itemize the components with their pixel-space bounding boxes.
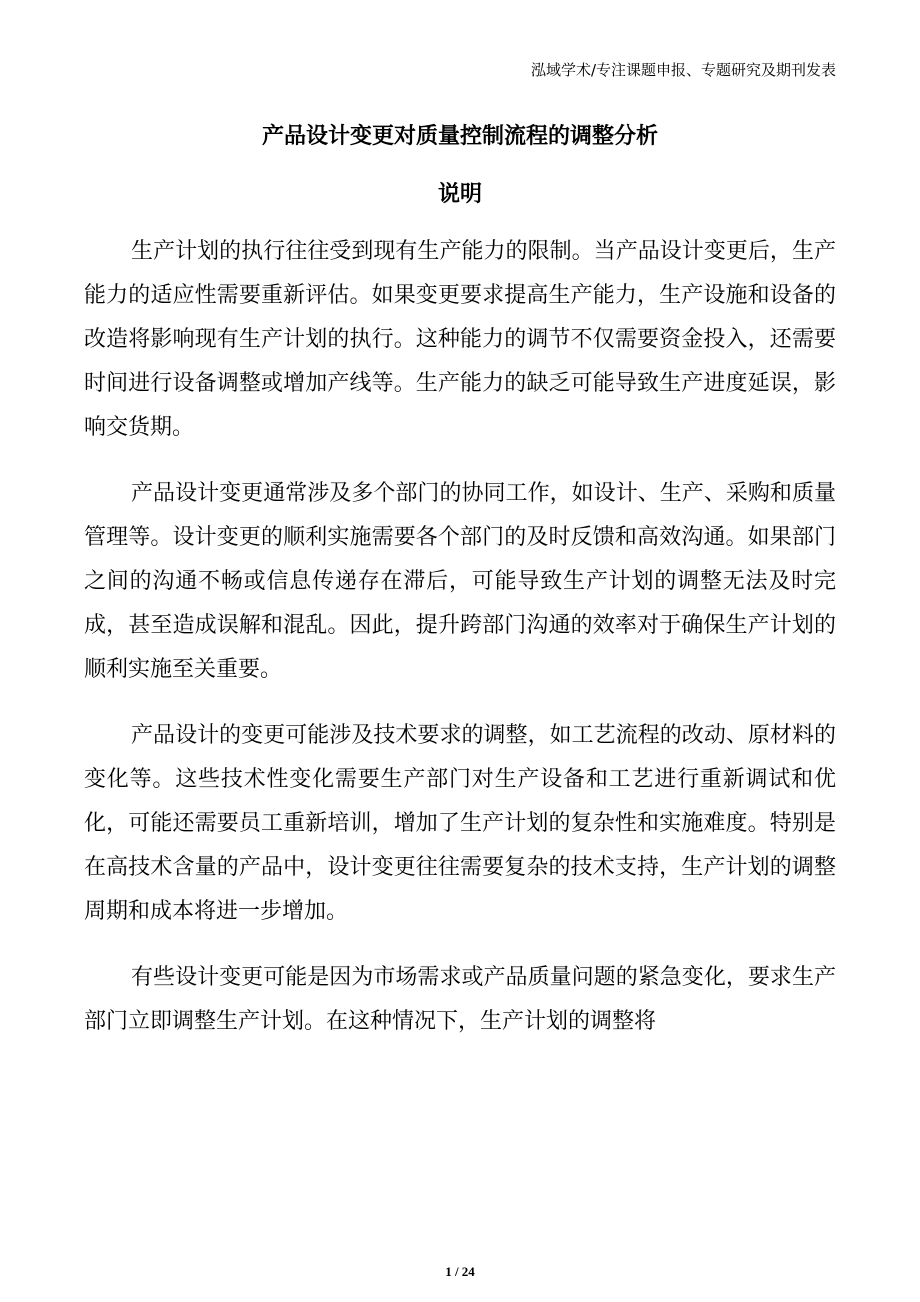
document-title: 产品设计变更对质量控制流程的调整分析 [261, 124, 658, 149]
page-number: 1 / 24 [445, 1264, 475, 1279]
paragraph: 产品设计变更通常涉及多个部门的协同工作，如设计、生产、采购和质量管理等。设计变更的顺利实施需要各个部门的及时反馈和高效沟通。如果部门之间的沟通不畅或信息传递存在滞后，可能导致生产计划的调整无法及时完成，甚至造成误解和混乱。因此，提升跨部门沟通的效率对于确保生产计划的顺利实施至关重要。 [84, 481, 836, 682]
paragraph: 生产计划的执行往往受到现有生产能力的限制。当产品设计变更后，生产能力的适应性需要重新评估。如果变更要求提高生产能力，生产设施和设备的改造将影响现有生产计划的执行。这种能力的调节不仅需要资金投入，还需要时间进行设备调整或增加产线等。生产能力的缺乏可能导致生产进度延误，影响交货期。 [84, 239, 836, 440]
body-text [84, 230, 836, 1066]
paragraph: 有些设计变更可能是因为市场需求或产品质量问题的紧急变化，要求生产部门立即调整生产计划。在这种情况下，生产计划的调整将 [84, 965, 836, 1034]
page-header: 泓域学术/专注课题申报、专题研究及期刊发表 [530, 61, 836, 79]
section-heading: 说明 [437, 182, 482, 207]
paragraph: 产品设计的变更可能涉及技术要求的调整，如工艺流程的改动、原材料的变化等。这些技术性变化需要生产部门对生产设备和工艺进行重新调试和优化，可能还需要员工重新培训，增加了生产计划的复杂性和实施难度。特别是在高技术含量的产品中，设计变更往往需要复杂的技术支持，生产计划的调整周期和成本将进一步增加。 [84, 723, 836, 924]
